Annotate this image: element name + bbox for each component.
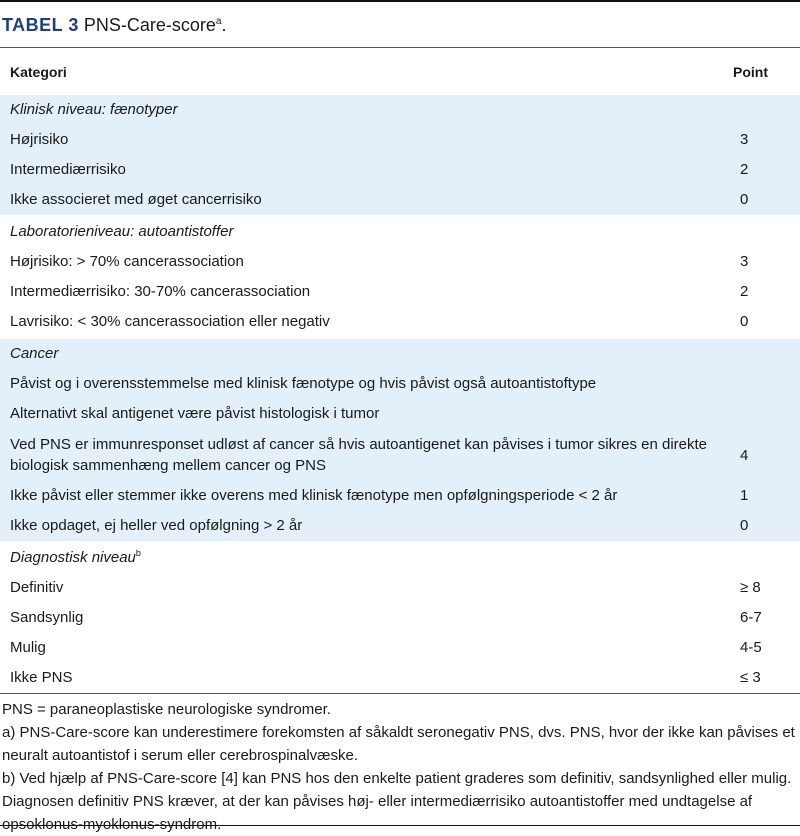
- section-header: [0, 95, 800, 125]
- score-table: [0, 95, 800, 693]
- table-row: [0, 155, 800, 185]
- table-row: [0, 307, 800, 338]
- footnote-abbreviation: PNS = paraneoplastiske neurologiske syndromer.: [2, 701, 331, 718]
- table-row: [0, 663, 800, 693]
- table-row: [0, 399, 800, 429]
- section-header-text: Cancer: [10, 345, 59, 362]
- table-title-text: PNS-Care-score: [83, 15, 216, 35]
- section-header-text: Klinisk niveau: fænotyper: [10, 101, 178, 118]
- row-label: Mulig: [10, 639, 46, 656]
- table-row: [0, 369, 800, 399]
- table-row: [0, 481, 800, 511]
- table-row: [0, 511, 800, 542]
- table-row: [0, 603, 800, 633]
- section-header-row: [0, 216, 800, 247]
- row-point: [740, 399, 800, 429]
- table-header: [0, 47, 800, 95]
- row-point: 4: [740, 446, 749, 464]
- title-period: .: [221, 15, 227, 35]
- row-label: Ved PNS er immunresponset udløst af cancer så hvis autoantigenet kan påvises i tumor sikres en direkte biologisk sammenhæng mellem cancer og PNS: [10, 436, 708, 474]
- table-row: [0, 247, 800, 277]
- table-title: [0, 2, 800, 38]
- section-footnote-marker: b: [135, 548, 141, 558]
- row-label: Ikke associeret med øget cancerrisiko: [10, 191, 262, 208]
- section-header-row: [0, 542, 800, 573]
- row-label: Ikke påvist eller stemmer ikke overens med klinisk fænotype men opfølgningsperiode < 2 år: [10, 487, 618, 504]
- row-label: Højrisiko: [10, 131, 69, 148]
- table-number: TABEL 3: [2, 15, 79, 35]
- row-point: ≤ 3: [740, 669, 761, 686]
- row-point: 0: [740, 517, 749, 534]
- row-point: 0: [740, 313, 749, 330]
- table-row: [0, 125, 800, 155]
- row-label: Højrisiko: > 70% cancerassociation: [10, 253, 244, 270]
- section-header-text: Diagnostisk niveau: [10, 549, 136, 566]
- row-label: Intermediærrisiko: [10, 161, 126, 178]
- row-point: 4-5: [740, 639, 762, 656]
- row-point: ≥ 8: [740, 579, 761, 596]
- row-label: Sandsynlig: [10, 609, 84, 626]
- section-header: [0, 338, 800, 369]
- row-point: 6-7: [740, 609, 762, 626]
- section-header: [0, 542, 800, 573]
- column-header-point: Point: [733, 63, 768, 80]
- row-point: 3: [740, 253, 749, 270]
- row-point: 0: [740, 191, 749, 208]
- title-footnote-marker: a: [215, 16, 222, 27]
- bottom-rule: [0, 825, 800, 826]
- table-row: [0, 277, 800, 307]
- section-header-row: [0, 338, 800, 369]
- row-label: Lavrisiko: < 30% cancerassociation eller negativ: [10, 313, 330, 330]
- row-label: Intermediærrisiko: 30-70% cancerassociation: [10, 283, 311, 300]
- row-label: Ikke opdaget, ej heller ved opfølgning > 2 år: [10, 517, 303, 534]
- footnote-b: b) Ved hjælp af PNS-Care-score [4] kan PNS hos den enkelte patient graderes som definitiv, sandsynlighed eller mulig. Diagnosen definitiv PNS kræver, at der kan påvises høj- eller intermediærrisiko autoantistoffer med undtagelse af opsoklonus-myoklonus-syndrom.: [2, 770, 792, 833]
- row-point: 2: [740, 161, 749, 178]
- table-footnotes: [0, 693, 800, 836]
- row-label: Ikke PNS: [10, 669, 73, 686]
- section-header-row: [0, 95, 800, 125]
- section-header-text: Laboratorieniveau: autoantistoffer: [10, 223, 234, 240]
- row-point: [740, 369, 800, 399]
- row-label: Påvist og i overensstemmelse med klinisk fænotype og hvis påvist også autoantistoftype: [10, 375, 597, 392]
- row-label: Alternativt skal antigenet være påvist histologisk i tumor: [10, 405, 380, 422]
- row-point: 1: [740, 487, 749, 504]
- row-label: Definitiv: [10, 579, 64, 596]
- footnote-a: a) PNS-Care-score kan underestimere forekomsten af såkaldt seronegativ PNS, dvs. PNS, hvor der ikke kan påvises et neuralt autoantistof i serum eller cerebrospinalvæske.: [2, 724, 795, 764]
- table-row: [0, 573, 800, 603]
- row-point: 2: [740, 283, 749, 300]
- column-header-category: Kategori: [10, 63, 67, 80]
- row-point: 3: [740, 131, 749, 148]
- table-row: [0, 633, 800, 663]
- section-header: [0, 216, 800, 247]
- table-row: [0, 185, 800, 216]
- table-row: [0, 429, 800, 481]
